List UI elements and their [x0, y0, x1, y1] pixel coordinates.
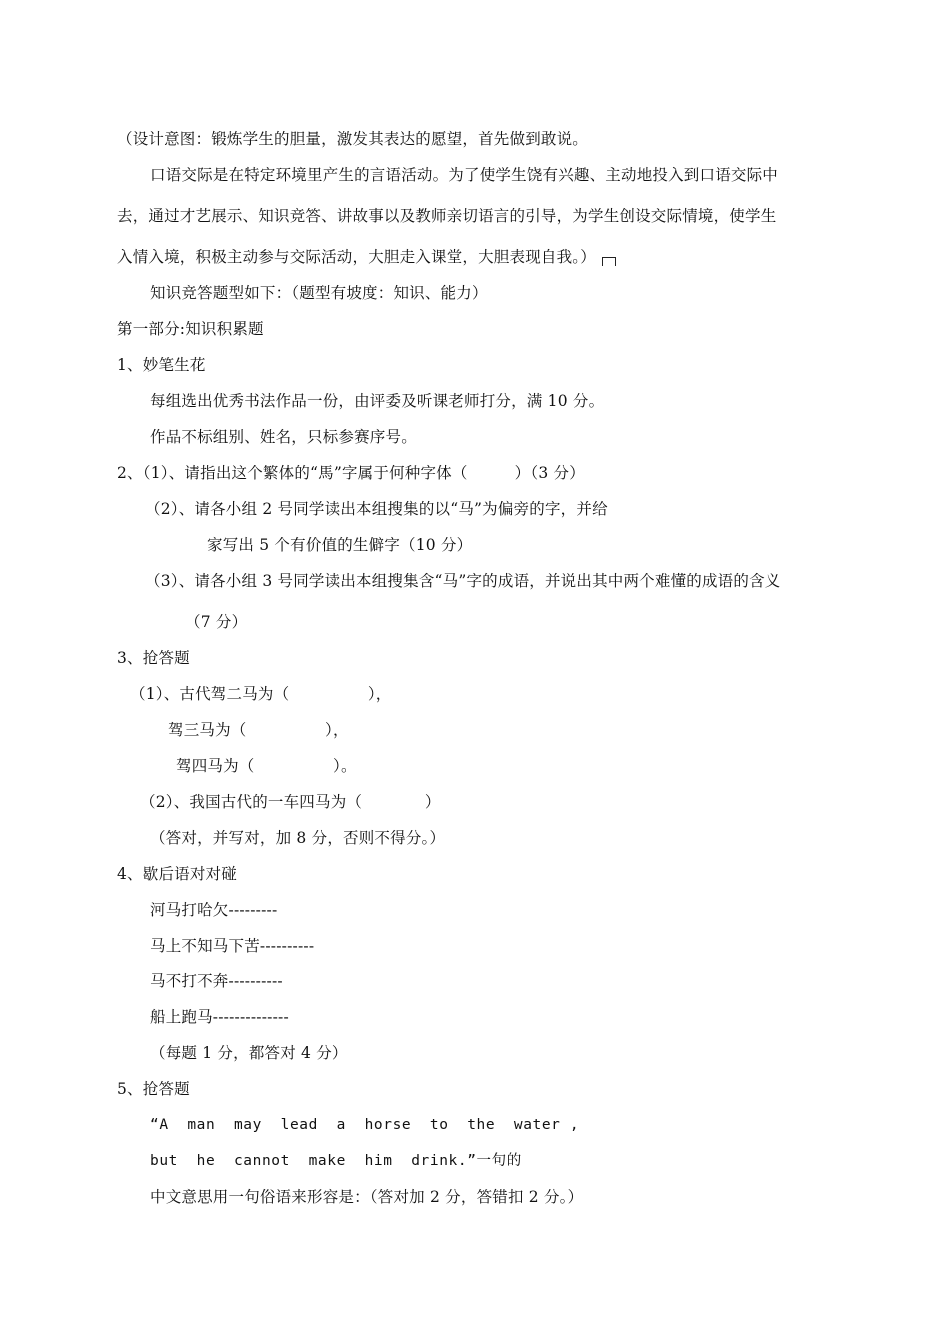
item-2-question-2-cont: 家写出 5 个有价值的生僻字（10 分） — [207, 536, 473, 554]
item-2-question-1: 2、（1）、请指出这个繁体的“馬”字属于何种字体（ ）（3 分） — [117, 464, 585, 482]
item-3-scoring: （答对，并写对，加 8 分，否则不得分。） — [150, 829, 446, 847]
item-5-question: 中文意思用一句俗语来形容是：（答对加 2 分，答错扣 2 分。） — [150, 1188, 584, 1206]
paragraph-line-2: 去，通过才艺展示、知识竞答、讲故事以及教师亲切语言的引导，为学生创设交际情境，使学生 — [117, 207, 777, 225]
english-quote-line-2: but he cannot make him drink.”一句的 — [150, 1153, 522, 1169]
item-2-question-3: （3）、请各小组 3 号同学读出本组搜集含“马”字的成语，并说出其中两个难懂的成语的含义 — [145, 572, 781, 590]
item-3-question-1-b: 驾三马为（ ）， — [168, 721, 349, 739]
item-3-question-1: （1）、古代驾二马为（ ）， — [130, 685, 392, 703]
paragraph-line-1: 口语交际是在特定环境里产生的言语活动。为了使学生饶有兴趣、主动地投入到口语交际中 — [150, 166, 779, 184]
design-intent-line: （设计意图：锻炼学生的胆量，激发其表达的愿望，首先做到敢说。 — [117, 130, 589, 148]
edit-mark-icon — [602, 257, 616, 266]
paragraph-line-3 — [117, 247, 616, 267]
item-4-scoring: （每题 1 分，都答对 4 分） — [150, 1044, 348, 1062]
item-2-question-2: （2）、请各小组 2 号同学读出本组搜集的以“马”为偏旁的字，并给 — [145, 500, 608, 518]
section-title: 第一部分:知识积累题 — [117, 320, 264, 338]
item-2-question-3-cont: （7 分） — [185, 613, 248, 631]
item-1-title: 1、妙笔生花 — [117, 356, 206, 374]
paragraph-line-3-text: 入情入境，积极主动参与交际活动，大胆走入课堂，大胆表现自我。） — [117, 248, 596, 266]
item-3-question-1-c: 驾四马为（ ）。 — [176, 757, 357, 775]
xiehouyu-3: 马不打不奔---------- — [150, 972, 283, 990]
item-3-question-2: （2）、我国古代的一车四马为（ ） — [140, 793, 441, 811]
item-1-detail-2: 作品不标组别、姓名，只标参赛序号。 — [150, 428, 417, 446]
item-4-title: 4、歇后语对对碰 — [117, 865, 237, 883]
xiehouyu-4: 船上跑马-------------- — [150, 1008, 289, 1026]
xiehouyu-2: 马上不知马下苦---------- — [150, 937, 315, 955]
item-1-detail-1: 每组选出优秀书法作品一份，由评委及听课老师打分，满 10 分。 — [150, 392, 605, 410]
xiehouyu-1: 河马打哈欠--------- — [150, 901, 278, 919]
english-quote-line-1: “A man may lead a horse to the water , — [150, 1117, 580, 1133]
quiz-intro: 知识竞答题型如下：（题型有坡度：知识、能力） — [150, 284, 488, 302]
item-3-title: 3、抢答题 — [117, 649, 190, 667]
item-5-title: 5、抢答题 — [117, 1080, 190, 1098]
